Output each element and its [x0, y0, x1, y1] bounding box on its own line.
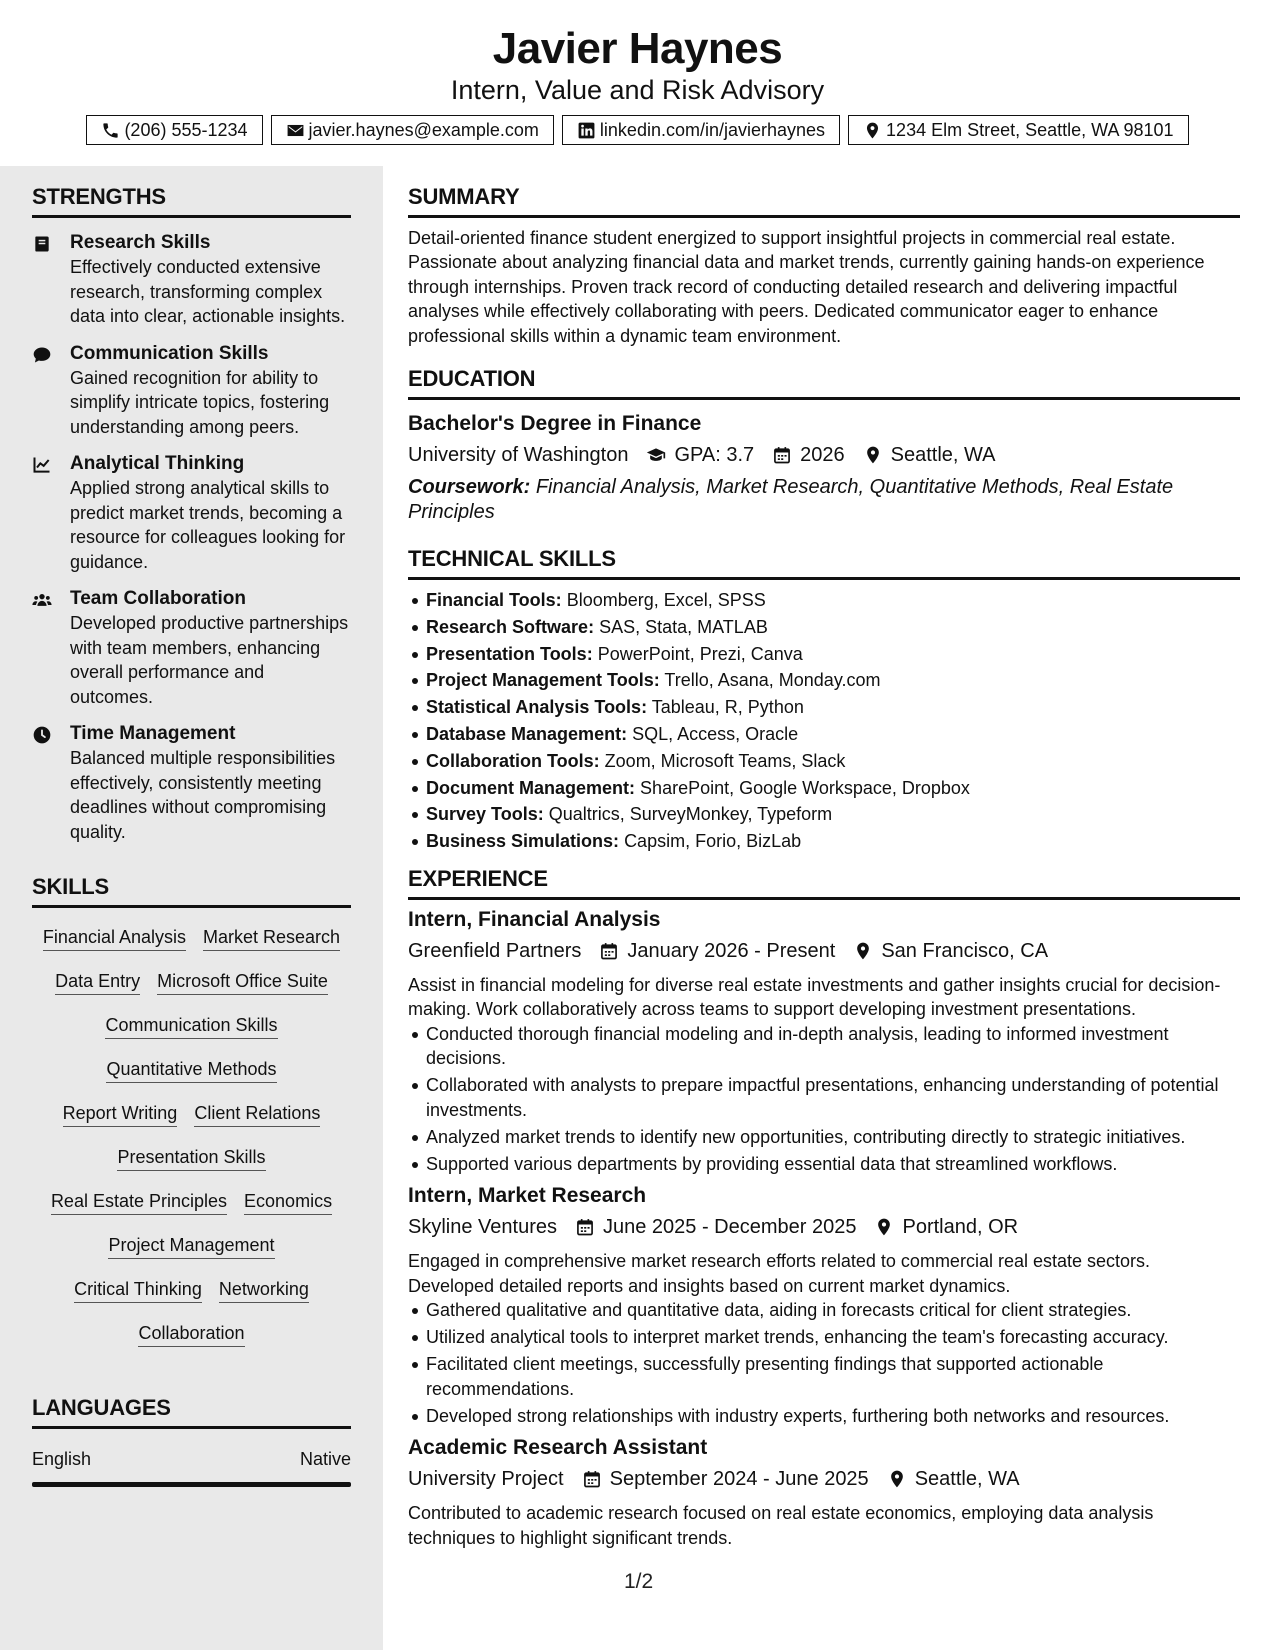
resume-header	[0, 0, 1275, 166]
language-proficiency-bar	[32, 1482, 351, 1487]
list-item	[408, 668, 1240, 693]
skill-tag: Networking	[219, 1277, 309, 1303]
contact-phone[interactable]	[86, 115, 262, 145]
list-item	[408, 829, 1240, 854]
job-title: Intern, Financial Analysis	[408, 907, 661, 931]
contact-address[interactable]	[848, 115, 1189, 145]
strength-desc: Balanced multiple responsibilities effectively, consistently meeting deadlines without compromising quality.	[70, 748, 336, 842]
speech-bubble-icon	[32, 345, 52, 365]
technical-skills-list	[408, 588, 1240, 854]
contact-bar	[0, 115, 1275, 145]
skill-tag: Client Relations	[194, 1101, 320, 1127]
strength-title: Communication Skills	[70, 342, 269, 364]
list-item	[408, 802, 1240, 827]
experience-heading: EXPERIENCE	[408, 866, 1240, 900]
skill-category: Survey Tools:	[426, 804, 544, 825]
experience-section	[408, 866, 1240, 1551]
users-icon	[32, 590, 52, 610]
gpa: GPA: 3.7	[674, 444, 755, 467]
skill-values: Zoom, Microsoft Teams, Slack	[604, 750, 846, 771]
skill-values: SQL, Access, Oracle	[632, 724, 799, 745]
language-level: Native	[299, 1449, 351, 1469]
education-heading: EDUCATION	[408, 366, 1240, 400]
main-content	[408, 166, 1240, 1550]
summary-heading: SUMMARY	[408, 184, 1240, 218]
coursework-list: Financial Analysis, Market Research, Quantitative Methods, Real Estate Principles	[408, 476, 1174, 523]
job-location: Seattle, WA	[914, 1468, 1020, 1491]
technical-skills-heading: TECHNICAL SKILLS	[408, 546, 1240, 580]
job-bullets	[408, 1022, 1240, 1177]
list-item: Facilitated client meetings, successfully presenting findings that supported actionable recommendations.	[408, 1352, 1240, 1401]
technical-skills-section	[408, 546, 1240, 854]
skill-category: Presentation Tools:	[426, 643, 593, 664]
candidate-title: Intern, Value and Risk Advisory	[450, 75, 825, 105]
clock-icon	[32, 725, 52, 745]
education-section	[408, 366, 1240, 524]
coursework	[408, 475, 1240, 524]
map-pin-icon	[853, 941, 873, 961]
skill-tag: Economics	[244, 1189, 332, 1215]
list-item	[408, 776, 1240, 801]
languages-heading: LANGUAGES	[32, 1395, 351, 1429]
list-item: Supported various departments by providing essential data that streamlined workflows.	[408, 1152, 1240, 1177]
job-location: Portland, OR	[902, 1216, 1019, 1239]
coursework-label: Coursework:	[408, 476, 531, 499]
skill-tag: Financial Analysis	[43, 925, 186, 951]
job-dates: June 2025 - December 2025	[602, 1216, 857, 1239]
skill-tag: Data Entry	[55, 969, 140, 995]
list-item: Developed strong relationships with industry experts, furthering both networks and resources.	[408, 1404, 1240, 1429]
skill-tag: Market Research	[203, 925, 340, 951]
list-item	[408, 695, 1240, 720]
graduation-cap-icon	[646, 445, 666, 465]
job-meta	[408, 1465, 1240, 1493]
summary-text: Detail-oriented finance student energized to support insightful projects in commercial real estate. Passionate about analyzing financial data and market trends, currently gaining hands-on experience through internships. Proven track record of conducting detailed research and delivering impactful analyses while effectively collaborating with peers. Dedicated communicator eager to enhance professional skills within a dynamic team environment.	[408, 228, 1205, 346]
skill-category: Document Management:	[426, 777, 636, 798]
graduation-year: 2026	[800, 444, 845, 467]
skill-category: Collaboration Tools:	[426, 750, 600, 771]
job-meta	[408, 937, 1240, 965]
strength-desc: Developed productive partnerships with team members, enhancing overall performance and outcomes.	[70, 613, 349, 707]
strength-title: Analytical Thinking	[70, 453, 245, 474]
job-dates: January 2026 - Present	[627, 939, 836, 962]
skill-category: Project Management Tools:	[426, 670, 660, 691]
contact-linkedin[interactable]	[562, 115, 840, 145]
skill-values: Capsim, Forio, BizLab	[624, 831, 802, 852]
list-item	[408, 749, 1240, 774]
envelope-icon	[286, 121, 305, 140]
skill-values: Bloomberg, Excel, SPSS	[566, 590, 766, 611]
skill-values: Tableau, R, Python	[651, 697, 804, 718]
line-chart-icon	[32, 455, 52, 475]
skill-tag: Communication Skills	[105, 1013, 277, 1039]
job-description: Assist in financial modeling for diverse real estate investments and gather insights crucial for decision-making. Work collaboratively across teams to support developing investment presentations.	[408, 974, 1221, 1020]
job-title: Intern, Market Research	[408, 1184, 647, 1208]
job-dates: September 2024 - June 2025	[609, 1468, 869, 1491]
company-name: Skyline Ventures	[408, 1216, 557, 1239]
linkedin-icon	[577, 121, 596, 140]
degree-title: Bachelor's Degree in Finance	[408, 412, 702, 436]
list-item	[408, 642, 1240, 667]
skill-category: Statistical Analysis Tools:	[426, 697, 648, 718]
strength-desc: Applied strong analytical skills to predict market trends, becoming a resource for colleagues looking for guidance.	[70, 478, 346, 572]
sidebar	[0, 166, 383, 1650]
job-description: Contributed to academic research focused on real estate economics, employing data analysis techniques to highlight significant trends.	[408, 1503, 1154, 1548]
strength-item	[32, 231, 351, 329]
experience-entry	[408, 906, 1240, 1177]
skill-category: Financial Tools:	[426, 590, 562, 611]
page-number: 1/2	[624, 1570, 654, 1593]
company-name: Greenfield Partners	[408, 939, 582, 962]
phone-icon	[101, 121, 120, 140]
strength-title: Research Skills	[70, 232, 211, 253]
skill-values: Qualtrics, SurveyMonkey, Typeform	[548, 804, 833, 825]
contact-address-text: 1234 Elm Street, Seattle, WA 98101	[886, 119, 1174, 140]
skill-values: PowerPoint, Prezi, Canva	[597, 643, 803, 664]
candidate-name: Javier Haynes	[492, 24, 783, 73]
strength-title: Time Management	[70, 723, 236, 744]
calendar-icon	[582, 1469, 602, 1489]
map-pin-icon	[887, 1469, 907, 1489]
calendar-icon	[772, 445, 792, 465]
list-item: Conducted thorough financial modeling and in-depth analysis, leading to informed investment decisions.	[408, 1022, 1240, 1071]
skill-values: Trello, Asana, Monday.com	[664, 670, 881, 691]
skill-category: Business Simulations:	[426, 831, 620, 852]
strength-desc: Gained recognition for ability to simplify intricate topics, fostering understanding among peers.	[70, 367, 330, 437]
strength-desc: Effectively conducted extensive research, transforming complex data into clear, actionable insights.	[70, 257, 346, 326]
job-meta	[408, 1213, 1240, 1241]
experience-entry	[408, 1182, 1240, 1428]
skill-values: SAS, Stata, MATLAB	[599, 616, 768, 637]
company-name: University Project	[408, 1468, 564, 1491]
skills-tag-list	[32, 925, 351, 1347]
strength-item	[32, 587, 351, 709]
contact-email[interactable]	[271, 115, 554, 145]
list-item: Utilized analytical tools to interpret market trends, enhancing the team's forecasting accuracy.	[408, 1325, 1240, 1350]
list-item	[408, 722, 1240, 747]
job-description: Engaged in comprehensive market research efforts related to commercial real estate sectors. Developed detailed reports and insights based on current market dynamics.	[408, 1251, 1151, 1296]
skill-tag: Project Management	[108, 1233, 274, 1259]
school-location: Seattle, WA	[890, 444, 996, 467]
skill-tag: Real Estate Principles	[51, 1189, 227, 1215]
list-item: Analyzed market trends to identify new opportunities, contributing directly to strategic initiatives.	[408, 1125, 1240, 1150]
map-pin-icon	[863, 121, 882, 140]
list-item: Collaborated with analysts to prepare impactful presentations, enhancing understanding of potential investments.	[408, 1073, 1240, 1122]
contact-email-text: javier.haynes@example.com	[308, 119, 539, 140]
language-name: English	[32, 1449, 92, 1469]
book-icon	[32, 234, 52, 254]
job-bullets	[408, 1298, 1240, 1428]
strength-title: Team Collaboration	[70, 588, 246, 609]
skill-category: Research Software:	[426, 616, 595, 637]
strengths-heading: STRENGTHS	[32, 184, 351, 218]
list-item	[408, 588, 1240, 613]
skill-tag: Report Writing	[63, 1101, 178, 1127]
map-pin-icon	[863, 445, 883, 465]
contact-linkedin-text: linkedin.com/in/javierhaynes	[599, 119, 826, 140]
skill-values: SharePoint, Google Workspace, Dropbox	[640, 777, 970, 798]
strength-item	[32, 452, 351, 574]
calendar-icon	[599, 941, 619, 961]
skill-tag: Critical Thinking	[74, 1277, 202, 1303]
skills-heading: SKILLS	[32, 874, 351, 908]
job-location: San Francisco, CA	[881, 939, 1049, 962]
job-title: Academic Research Assistant	[408, 1436, 708, 1460]
school-name: University of Washington	[408, 444, 629, 467]
map-pin-icon	[874, 1217, 894, 1237]
contact-phone-text: (206) 555-1234	[124, 119, 248, 140]
list-item: Gathered qualitative and quantitative data, aiding in forecasts critical for client strategies.	[408, 1298, 1240, 1323]
experience-entry	[408, 1434, 1240, 1550]
strength-item	[32, 722, 351, 844]
strength-item	[32, 342, 351, 440]
skill-tag: Presentation Skills	[117, 1145, 265, 1171]
skill-category: Database Management:	[426, 724, 628, 745]
language-row	[32, 1449, 351, 1470]
skill-tag: Quantitative Methods	[106, 1057, 276, 1083]
skill-tag: Microsoft Office Suite	[157, 969, 328, 995]
education-meta	[408, 441, 1240, 469]
calendar-icon	[575, 1217, 595, 1237]
skill-tag: Collaboration	[138, 1321, 244, 1347]
list-item	[408, 615, 1240, 640]
summary-section	[408, 184, 1240, 348]
